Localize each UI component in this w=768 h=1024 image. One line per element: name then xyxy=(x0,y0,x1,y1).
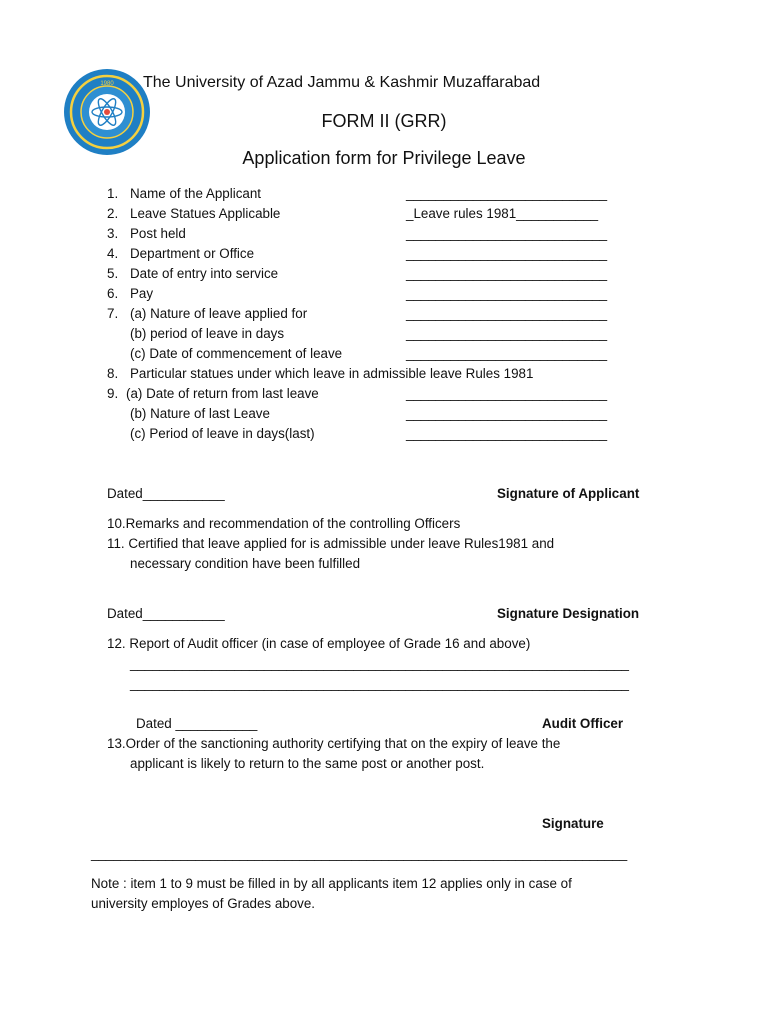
item-blank[interactable]: ___________________________ xyxy=(406,386,608,401)
item-label: Particular statues under which leave in admissible leave Rules 1981 xyxy=(130,366,534,381)
dated-field[interactable]: Dated ___________ xyxy=(136,716,258,731)
item-label: Department or Office xyxy=(130,246,255,261)
item-11-line-1: 11. Certified that leave applied for is admissible under leave Rules1981 and xyxy=(107,536,555,551)
item-blank[interactable]: ___________________________ xyxy=(406,186,608,201)
list-item xyxy=(0,426,768,446)
item-label: Post held xyxy=(130,226,186,241)
item-label: Name of the Applicant xyxy=(130,186,262,201)
item-number: 9. xyxy=(107,386,119,401)
item-number: 4. xyxy=(107,246,119,261)
item-label: (a) Date of return from last leave xyxy=(126,386,319,401)
note-line-2: university employes of Grades above. xyxy=(91,896,316,911)
list-item xyxy=(0,326,768,346)
list-item xyxy=(0,186,768,206)
item-label: Date of entry into service xyxy=(130,266,279,281)
item-blank[interactable]: ___________________________ xyxy=(406,226,608,241)
list-item xyxy=(0,366,768,386)
item-12-audit-report: 12. Report of Audit officer (in case of employee of Grade 16 and above) xyxy=(107,636,531,651)
item-number: 1. xyxy=(107,186,119,201)
audit-report-blank-line[interactable]: ___________________________________________________________________ xyxy=(130,676,629,691)
svg-text:1980: 1980 xyxy=(100,81,114,87)
list-item xyxy=(0,406,768,426)
item-11-line-2: necessary condition have been fulfilled xyxy=(130,556,361,571)
divider-line: ________________________________________________________________________ xyxy=(91,846,628,861)
list-item xyxy=(0,206,768,226)
audit-officer-label: Audit Officer xyxy=(542,716,624,731)
item-blank[interactable]: ___________________________ xyxy=(406,246,608,261)
item-blank[interactable]: ___________________________ xyxy=(406,426,608,441)
list-item xyxy=(0,306,768,326)
item-blank[interactable]: ___________________________ xyxy=(406,406,608,421)
item-blank[interactable]: ___________________________ xyxy=(406,306,608,321)
item-blank[interactable]: ___________________________ xyxy=(406,286,608,301)
note-line-1: Note : item 1 to 9 must be filled in by all applicants item 12 applies only in case of xyxy=(91,876,572,891)
list-item xyxy=(0,346,768,366)
signature-designation: Signature Designation xyxy=(497,606,640,621)
dated-field[interactable]: Dated___________ xyxy=(107,486,225,501)
item-label: (c) Period of leave in days(last) xyxy=(130,426,315,441)
item-label: (c) Date of commencement of leave xyxy=(130,346,343,361)
item-blank[interactable]: ___________________________ xyxy=(406,326,608,341)
list-item xyxy=(0,226,768,246)
audit-report-blank-line[interactable]: ___________________________________________________________________ xyxy=(130,656,629,671)
list-item xyxy=(0,246,768,266)
application-title: Application form for Privilege Leave xyxy=(242,148,526,168)
item-number: 7. xyxy=(107,306,119,321)
item-label: (b) period of leave in days xyxy=(130,326,285,341)
item-13-line-2: applicant is likely to return to the same post or another post. xyxy=(130,756,485,771)
form-title: FORM II (GRR) xyxy=(321,111,447,131)
item-blank[interactable]: ___________________________ xyxy=(406,346,608,361)
final-signature-label: Signature xyxy=(542,816,604,831)
item-13-line-1: 13.Order of the sanctioning authority certifying that on the expiry of leave the xyxy=(107,736,561,751)
item-label: Leave Statues Applicable xyxy=(130,206,281,221)
list-item xyxy=(0,386,768,406)
item-10-remarks: 10.Remarks and recommendation of the controlling Officers xyxy=(107,516,461,531)
item-label: Pay xyxy=(130,286,154,301)
item-label: (a) Nature of leave applied for xyxy=(130,306,308,321)
item-number: 2. xyxy=(107,206,119,221)
item-blank[interactable]: ___________________________ xyxy=(406,266,608,281)
list-item xyxy=(0,286,768,306)
item-number: 6. xyxy=(107,286,119,301)
list-item xyxy=(0,266,768,286)
dated-field[interactable]: Dated___________ xyxy=(107,606,225,621)
item-number: 3. xyxy=(107,226,119,241)
signature-of-applicant: Signature of Applicant xyxy=(497,486,640,501)
university-name: The University of Azad Jammu & Kashmir Muzaffarabad xyxy=(143,74,541,91)
item-number: 8. xyxy=(107,366,119,381)
item-label: (b) Nature of last Leave xyxy=(130,406,270,421)
item-number: 5. xyxy=(107,266,119,281)
item-blank[interactable]: _Leave rules 1981___________ xyxy=(406,206,599,221)
